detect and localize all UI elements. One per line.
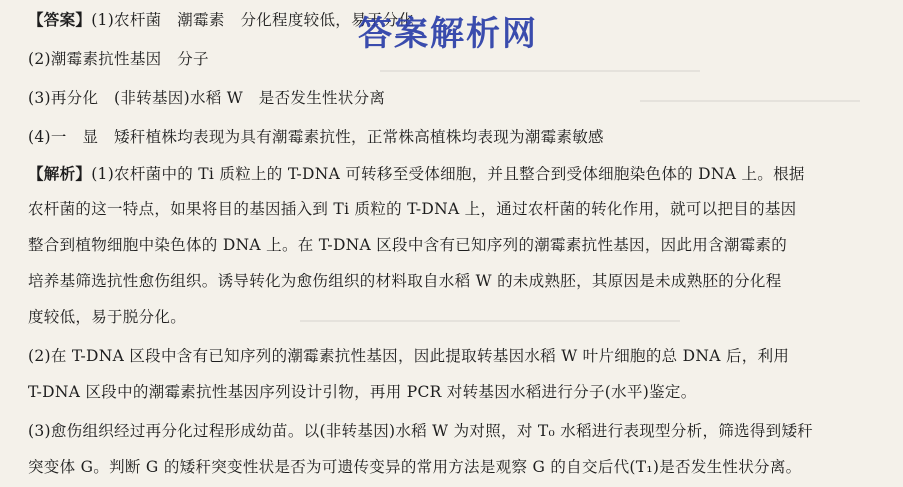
analysis-line-8: (3)愈伤组织经过再分化过程形成幼苗。以(非转基因)水稻 W 为对照，对 T₀ 水稻进行表现型分析，筛选得到矮秆 xyxy=(28,422,814,440)
analysis-text-1: (1)农杆菌中的 Ti 质粒上的 T-DNA 可转移至受体细胞，并且整合到受体细胞染色体的 DNA 上。根据 xyxy=(91,165,805,183)
answer-line-2: (2)潮霉素抗性基因 分子 xyxy=(28,50,209,68)
analysis-line-6: (2)在 T-DNA 区段中含有已知序列的潮霉素抗性基因，因此提取转基因水稻 W 叶片细胞的总 DNA 后，利用 xyxy=(28,347,790,365)
answer-text-1: (1)农杆菌 潮霉素 分化程度较低，易于分化 xyxy=(91,11,415,29)
analysis-line-2: 农杆菌的这一特点，如果将目的基因插入到 Ti 质粒的 T-DNA 上，通过农杆菌的转化作用，就可以把目的基因 xyxy=(28,200,797,218)
answer-line-3: (3)再分化 (非转基因)水稻 W 是否发生性状分离 xyxy=(28,89,386,107)
analysis-line-1 xyxy=(28,164,883,184)
site-watermark: 答案解析网 xyxy=(358,14,538,54)
answer-tag: 【答案】 xyxy=(28,10,92,29)
analysis-line-4: 培养基筛选抗性愈伤组织。诱导转化为愈伤组织的材料取自水稻 W 的未成熟胚，其原因是未成熟胚的分化程 xyxy=(28,272,782,290)
analysis-line-5: 度较低，易于脱分化。 xyxy=(28,308,187,326)
analysis-line-3: 整合到植物细胞中染色体的 DNA 上。在 T-DNA 区段中含有已知序列的潮霉素抗性基因，因此用含潮霉素的 xyxy=(28,236,788,254)
analysis-line-9: 突变体 G。判断 G 的矮秆突变性状是否为可遗传变异的常用方法是观察 G 的自交后代(T₁)是否发生性状分离。 xyxy=(28,458,802,476)
analysis-tag: 【解析】 xyxy=(28,164,92,183)
answer-line-4: (4)一 显 矮秆植株均表现为具有潮霉素抗性，正常株高植株均表现为潮霉素敏感 xyxy=(28,128,604,146)
bleed-through-mark xyxy=(380,70,700,72)
analysis-line-7: T-DNA 区段中的潮霉素抗性基因序列设计引物，再用 PCR 对转基因水稻进行分子(水平)鉴定。 xyxy=(28,383,697,401)
